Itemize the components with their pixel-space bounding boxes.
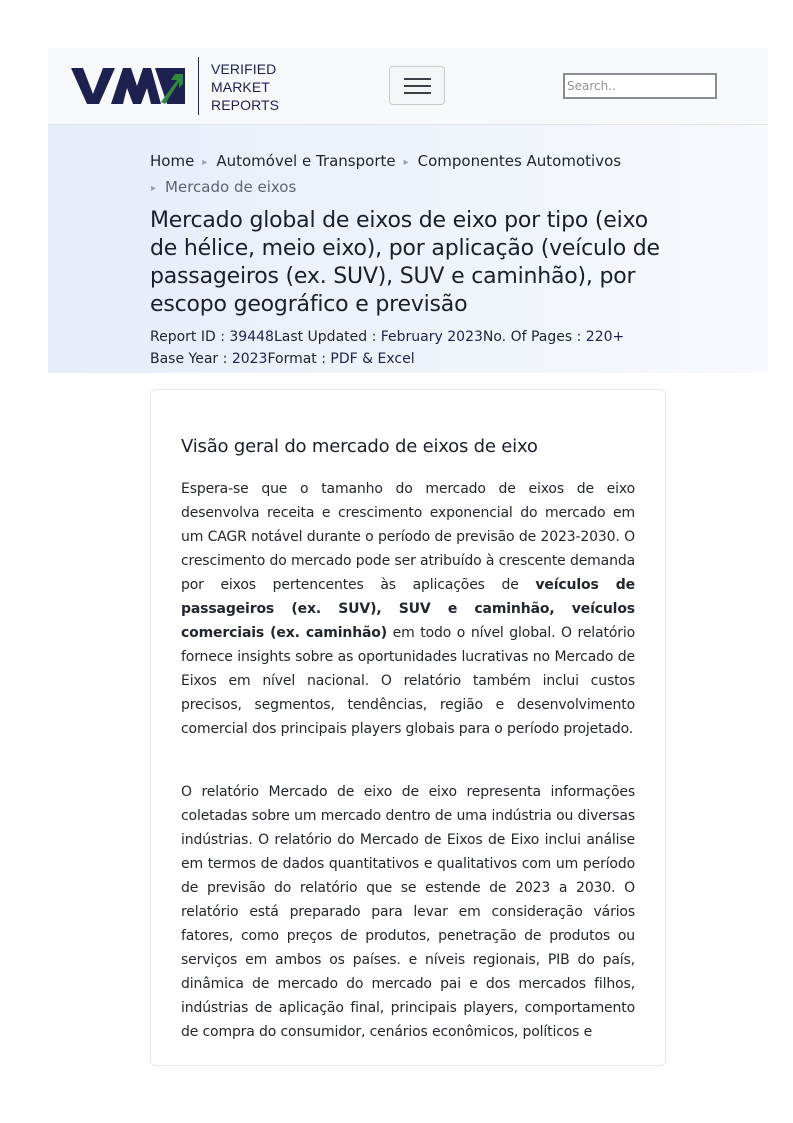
base-year-value: 2023 <box>231 351 268 367</box>
pages-label: No. Of Pages : <box>482 329 586 345</box>
page-title: Mercado global de eixos de eixo por tipo (eixo de hélice, meio eixo), por aplicação (veículo de passageiros (ex. SUV), SUV e caminhão), por escopo geográfico e previsão <box>150 208 660 317</box>
breadcrumb-current: Mercado de eixos <box>165 178 297 196</box>
brand-name[interactable] <box>211 60 279 114</box>
format-value: PDF & Excel <box>330 351 415 367</box>
pages-value: 220+ <box>585 329 625 345</box>
overview-paragraph-2: O relatório Mercado de eixo de eixo representa informações coletadas sobre um mercado dentro de uma indústria ou diversas indústrias. O relatório do Mercado de Eixos de Eixo inclui análise em termos de dados quantitativos e qualitativos com um período de previsão do relatório que se estende de 2023 a 2030. O relatório está preparado para levar em consideração vários fatores, como preços de produtos, penetração de produtos ou serviços em ambos os países. e níveis regionais, PIB do país, dinâmica de mercado do mercado pai e dos mercados filhos, indústrias de aplicação final, principais players, comportamento de compra do consumidor, cenários econômicos, políticos e <box>181 784 635 1040</box>
last-updated-value: February 2023 <box>380 329 483 345</box>
base-year-label: Base Year : <box>150 351 232 367</box>
overview-paragraph-1 <box>181 477 635 741</box>
overview-card <box>150 389 666 1066</box>
report-hero <box>48 125 768 373</box>
overview-p1-text-a: Espera-se que o tamanho do mercado de eixos de eixo desenvolva receita e crescimento exponencial do mercado em um CAGR notável durante o período de previsão de 2023-2030. O crescimento do mercado pode ser atribuído à crescente demanda por eixos pertencentes às aplicações de <box>181 481 635 593</box>
overview-p1-text-b: em todo o nível global. O relatório fornece insights sobre as oportunidades lucrativas no Mercado de Eixos em nível nacional. O relatório também inclui custos precisos, segmentos, tendências, região e desenvolvimento comercial dos principais players globais para o período projetado. <box>181 625 635 737</box>
brand-line-3: REPORTS <box>211 97 280 113</box>
overview-heading: Visão geral do mercado de eixos de eixo <box>181 436 538 457</box>
format-label: Format : <box>267 351 331 367</box>
hamburger-line-icon <box>404 92 431 94</box>
overview-p1-bold: veículos de passageiros (ex. SUV), SUV e caminhão, veículos comerciais (ex. caminhão) <box>181 577 635 641</box>
brand-line-2: MARKET <box>211 79 270 95</box>
logo-divider <box>198 57 199 115</box>
site-header <box>48 48 768 125</box>
chevron-right-icon: ▸ <box>403 157 409 168</box>
vmr-logo-mark <box>71 66 186 106</box>
meta-line-1 <box>150 326 670 348</box>
search-input[interactable] <box>563 73 717 99</box>
breadcrumb-automotive-link[interactable]: Automóvel e Transporte <box>216 152 396 170</box>
breadcrumb-components-link[interactable]: Componentes Automotivos <box>417 152 622 170</box>
breadcrumb-line-2 <box>150 175 670 201</box>
report-id-value: 39448 <box>229 329 274 345</box>
breadcrumb-home-link[interactable]: Home <box>150 152 195 170</box>
report-meta <box>150 326 670 370</box>
meta-line-2 <box>150 348 670 370</box>
last-updated-label: Last Updated : <box>273 329 381 345</box>
chevron-right-icon: ▸ <box>202 157 208 168</box>
vmr-logo[interactable] <box>71 56 186 116</box>
breadcrumb <box>150 149 670 201</box>
chevron-right-icon: ▸ <box>151 183 157 194</box>
report-id-label: Report ID : <box>150 329 230 345</box>
hamburger-menu-button[interactable] <box>389 66 445 105</box>
brand-line-1: VERIFIED <box>211 61 277 77</box>
hamburger-line-icon <box>404 78 431 80</box>
hamburger-line-icon <box>404 85 431 87</box>
